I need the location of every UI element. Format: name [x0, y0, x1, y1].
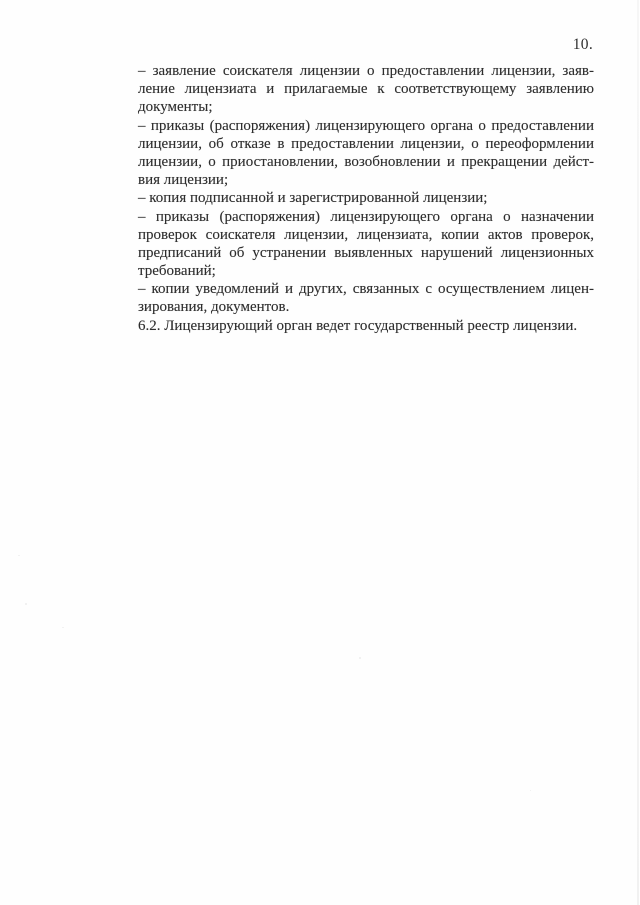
- text-line: – приказы (распоряжения) лицензирующего органа о назначении: [138, 208, 594, 225]
- text-line: документы;: [138, 99, 213, 116]
- text-block: [138, 62, 594, 335]
- text-line: лицензии, об отказе в предоставлении лицензии, о переоформлении: [138, 135, 594, 152]
- text-line: зирования, документов.: [138, 299, 290, 316]
- text-line: требований;: [138, 263, 216, 280]
- text-line: вия лицензии;: [138, 172, 229, 189]
- text-line: лицензии, о приостановлении, возобновлении и прекращении дейст-: [138, 153, 594, 170]
- scan-speck: [530, 790, 531, 791]
- text-line: – копия подписанной и зарегистрированной лицензии;: [138, 190, 488, 207]
- text-line: – копии уведомлений и других, связанных с осуществлением лицен-: [138, 281, 594, 298]
- text-line: – заявление соискателя лицензии о предоставлении лицензии, заяв-: [138, 63, 594, 79]
- scan-speck: [62, 627, 64, 628]
- text-line: 6.2. Лицензирующий орган ведет государственный реестр лицензии.: [138, 317, 578, 334]
- scan-speck: [359, 657, 361, 659]
- scan-edge-artifact: [637, 0, 639, 905]
- page-number: 10.: [572, 36, 593, 53]
- scan-speck: [18, 555, 20, 556]
- text-line: – приказы (распоряжения) лицензирующего органа о предоставлении: [138, 117, 594, 134]
- text-line: проверок соискателя лицензии, лицензиата, копии актов проверок,: [138, 226, 594, 243]
- scan-speck: [25, 603, 27, 605]
- text-line: ление лицензиата и прилагаемые к соответствующему заявлению: [138, 81, 594, 98]
- text-line: предписаний об устранении выявленных нарушений лицензионных: [138, 244, 594, 261]
